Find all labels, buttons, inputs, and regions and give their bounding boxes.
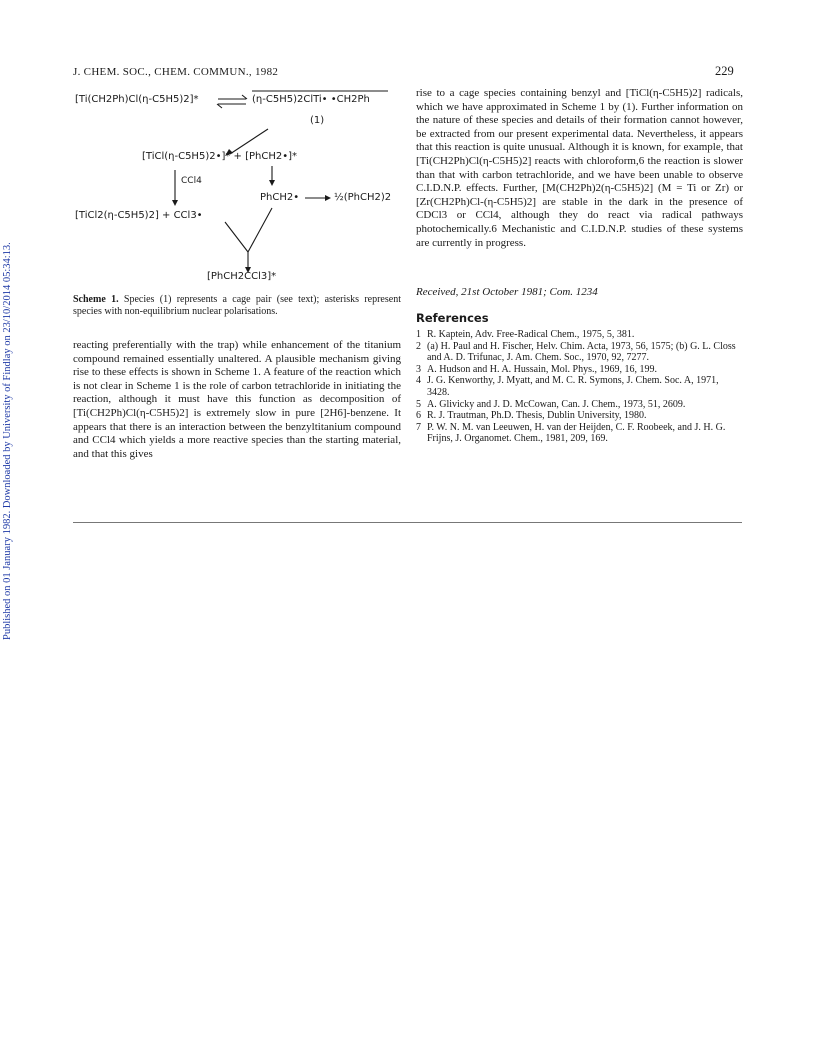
reference-text: J. G. Kenworthy, J. Myatt, and M. C. R. Symons, J. Chem. Soc. A, 1971, 3428. [427,375,719,398]
reference-number: 5 [416,398,421,410]
page-rule [73,522,742,523]
page-number: 229 [715,64,734,78]
scheme-benzyl-radical: PhCH2• [260,192,300,203]
scheme-cage-pair: (η-C5H5)2ClTi• •CH2Ph [252,94,370,105]
reference-number: 7 [416,421,421,433]
scheme-radical-pair: [TiCl(η-C5H5)2•]* + [PhCH2•]* [142,151,298,162]
scheme-reagent: CCl4 [181,176,202,186]
running-head: J. CHEM. SOC., CHEM. COMMUN., 1982 [73,66,279,78]
reference-text: A. Glivicky and J. D. McCowan, Can. J. Chem., 1973, 51, 2609. [427,398,686,410]
scheme-dimer: ½(PhCH2)2 [334,192,392,203]
reference-item [416,375,743,398]
reference-item [416,399,743,411]
scheme-reactant: [Ti(CH2Ph)Cl(η-C5H5)2]* [75,94,199,105]
reference-number: 2 [416,340,421,352]
download-notice: Published on 01 January 1982. Downloaded by University of Findlay on 23/10/2014 05:34:13. [2,242,13,640]
references-list [416,329,743,445]
reference-number: 4 [416,375,421,387]
reference-text: A. Hudson and H. A. Hussain, Mol. Phys., 1969, 16, 199. [427,363,658,375]
reference-number: 6 [416,410,421,422]
reference-text: (a) H. Paul and H. Fischer, Helv. Chim. Acta, 1973, 56, 1575; (b) G. L. Closs and A. D. Trifunac, J. Am. Chem. Soc., 1970, 92, 7277. [427,340,736,364]
reference-item [416,329,743,341]
references-heading: References [416,311,489,325]
caption-text: Species (1) represents a cage pair (see text); asterisks represent species with non-equilibrium nuclear polarisations. [73,294,401,317]
body-text-right-column: rise to a cage species containing benzyl and [TiCl(η-C5H5)2] radicals, which we have approximated in Scheme 1 by (1). Further information on the nature of these species and details of their formation cannot however, be extracted from our present experimental data. Nevertheless, it appears that this reaction is quite unusual. Although it is known, for example, that [Ti(CH2Ph)Cl(η-C5H5)2] reacts with chloroform,6 the reaction is slower than that with carbon tetrachloride, and we have been unable to observe C.I.D.N.P. effects. Further, [M(CH2Ph)2(η-C5H5)2] (M = Ti or Zr) or [Zr(CH2Ph)Cl-(η-C5H5)2] are stable in the dark in the presence of CDCl3 or CCl4, although they do react via radical pathways photochemically.6 Mechanistic and C.I.D.N.P. studies of these systems are currently in progress. [416,87,743,249]
reference-text: P. W. N. M. van Leeuwen, H. van der Heijden, C. F. Roobeek, and J. H. G. Frijns, J. Organomet. Chem., 1981, 209, 169. [427,421,726,445]
reference-item [416,341,743,364]
scheme-product: [PhCH2CCl3]* [207,271,277,282]
reaction-scheme [70,84,400,294]
scheme-dichloride: [TiCl2(η-C5H5)2] + CCl3• [75,210,203,221]
scheme-label-1: (1) [310,115,325,126]
download-watermark [0,0,22,1057]
caption-label: Scheme 1. [73,294,119,305]
body-text-left-column: reacting preferentially with the trap) while enhancement of the titanium compound remained essentially unaltered. A plausible mechanism giving rise to these effects is shown in Scheme 1. A feature of the reaction which is not clear in Scheme 1 is the role of carbon tetrachloride in initiating the reaction, although it must have this function as decomposition of [Ti(CH2Ph)Cl(η-C5H5)2] is extremely slow in pure [2H6]-benzene. It appears that there is an interaction between the benzyltitanium compound and CCl4 which yields a more reactive species than the starting material, and that this gives [73,339,401,460]
reference-text: R. J. Trautman, Ph.D. Thesis, Dublin University, 1980. [427,410,647,422]
received-date: Received, 21st October 1981; Com. 1234 [416,286,598,298]
reference-number: 3 [416,363,421,375]
reference-text: R. Kaptein, Adv. Free-Radical Chem., 1975, 5, 381. [427,329,635,340]
scheme-arrows [70,84,400,294]
scheme-caption [73,294,401,317]
reference-number: 1 [416,329,421,340]
reference-item [416,364,743,376]
reference-item [416,422,743,445]
reference-item [416,410,743,422]
